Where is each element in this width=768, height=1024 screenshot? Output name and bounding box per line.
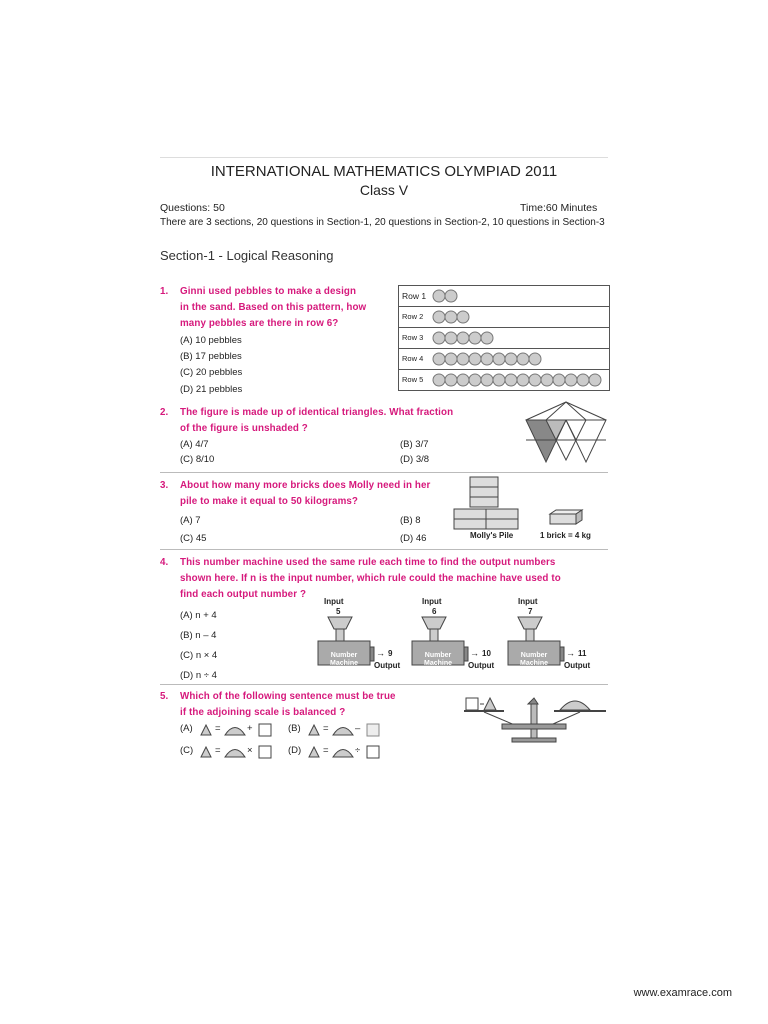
- row-label: Row 5: [402, 375, 424, 384]
- operator: ÷: [355, 745, 361, 756]
- option-label: (D): [288, 745, 302, 756]
- q4-option-d[interactable]: (D) n ÷ 4: [180, 670, 217, 681]
- q2-option-d[interactable]: (D) 3/8: [400, 454, 430, 465]
- q1-number: 1.: [160, 286, 169, 297]
- q3-line-2: pile to make it equal to 50 kilograms?: [180, 496, 359, 507]
- machine-label: Number Machine: [329, 652, 358, 667]
- q5-option-a[interactable]: [180, 721, 280, 739]
- q1-option-d[interactable]: (D) 21 pebbles: [180, 384, 243, 395]
- q1-option-c[interactable]: (C) 20 pebbles: [180, 367, 243, 378]
- divider: [160, 684, 608, 685]
- q1-line-1: Ginni used pebbles to make a design: [180, 286, 357, 297]
- brick-weight-label: 1 brick = 4 kg: [540, 531, 591, 540]
- pebbles-icon: [431, 350, 561, 368]
- q4-option-c[interactable]: (C) n × 4: [180, 650, 218, 661]
- q4-option-a[interactable]: (A) n + 4: [180, 610, 217, 621]
- output-label: Output: [468, 661, 495, 670]
- q4-number: 4.: [160, 557, 169, 568]
- input-label: Input: [324, 597, 344, 606]
- time-limit: Time:60 Minutes: [520, 202, 598, 214]
- output-arrow: →: [566, 648, 575, 658]
- triangles-figure: [522, 400, 608, 466]
- pebbles-icon: [431, 308, 491, 326]
- q1-option-b[interactable]: (B) 17 pebbles: [180, 351, 242, 362]
- sections-note: There are 3 sections, 20 questions in Section-1, 20 questions in Section-2, 10 questions in Section-3: [160, 217, 605, 228]
- dome-icon: [224, 746, 246, 758]
- paper-title: INTERNATIONAL MATHEMATICS OLYMPIAD 2011: [210, 163, 558, 180]
- row-label: Row 4: [402, 354, 424, 363]
- triangle-icon: [200, 746, 212, 758]
- balance-scale-icon: [462, 690, 608, 746]
- pebbles-icon: [431, 329, 511, 347]
- output-label: Output: [374, 661, 401, 670]
- q4-option-b[interactable]: (B) n – 4: [180, 630, 217, 641]
- input-value: 6: [432, 607, 437, 616]
- questions-count: Questions: 50: [160, 202, 225, 214]
- q3-line-1: About how many more bricks does Molly need in her: [180, 480, 431, 491]
- q2-line-2: of the figure is unshaded ?: [180, 423, 308, 434]
- equals-sign: =: [323, 745, 329, 756]
- header-rule: [160, 157, 608, 158]
- dome-icon: [332, 746, 354, 758]
- operator: –: [355, 723, 361, 734]
- pile-label: Molly's Pile: [470, 531, 514, 540]
- q5-option-b[interactable]: [288, 721, 388, 739]
- equals-sign: =: [215, 745, 221, 756]
- equals-sign: =: [323, 723, 329, 734]
- dome-icon: [224, 724, 246, 736]
- pebble-row-5: [399, 369, 609, 390]
- input-label: Input: [422, 597, 442, 606]
- pebble-rows-figure: [398, 285, 610, 391]
- q2-line-1: The figure is made up of identical triangles. What fraction: [180, 407, 454, 418]
- output-value: 9: [388, 649, 393, 658]
- number-machine-1: [316, 597, 416, 677]
- output-label: Output: [564, 661, 591, 670]
- output-arrow: →: [376, 648, 385, 658]
- row-label: Row 3: [402, 333, 424, 342]
- q5-option-d[interactable]: [288, 743, 388, 761]
- triangle-icon: [308, 724, 320, 736]
- brick-icon: [548, 508, 584, 526]
- q2-option-c[interactable]: (C) 8/10: [180, 454, 215, 465]
- brick-pile-icon: [452, 475, 532, 531]
- q4-line-3: find each output number ?: [180, 589, 307, 600]
- q1-line-3: many pebbles are there in row 6?: [180, 318, 339, 329]
- output-value: 11: [578, 649, 587, 658]
- output-value: 10: [482, 649, 491, 658]
- pebble-row-3: [399, 327, 609, 348]
- input-value: 5: [336, 607, 341, 616]
- dome-icon: [332, 724, 354, 736]
- q2-option-a[interactable]: (A) 4/7: [180, 439, 209, 450]
- class-label: Class V: [359, 182, 409, 198]
- pebbles-icon: [431, 287, 471, 305]
- divider: [160, 549, 608, 550]
- q5-line-1: Which of the following sentence must be true: [180, 691, 396, 702]
- triangle-icon: [200, 724, 212, 736]
- divider: [160, 472, 608, 473]
- section-title: Section-1 - Logical Reasoning: [160, 248, 334, 263]
- q5-line-2: if the adjoining scale is balanced ?: [180, 707, 346, 718]
- q2-option-b[interactable]: (B) 3/7: [400, 439, 429, 450]
- input-label: Input: [518, 597, 538, 606]
- q3-option-a[interactable]: (A) 7: [180, 515, 201, 526]
- footer-url[interactable]: www.examrace.com: [633, 987, 732, 999]
- q5-number: 5.: [160, 691, 169, 702]
- number-machine-2: [410, 597, 510, 677]
- q3-number: 3.: [160, 480, 169, 491]
- q2-number: 2.: [160, 407, 169, 418]
- operator: +: [247, 723, 253, 734]
- q4-line-1: This number machine used the same rule each time to find the output numbers: [180, 557, 556, 568]
- q3-option-c[interactable]: (C) 45: [180, 533, 207, 544]
- square-icon: [366, 745, 380, 759]
- pebble-row-2: [399, 306, 609, 327]
- square-icon: [258, 745, 272, 759]
- square-icon: [258, 723, 272, 737]
- pebble-row-1: [399, 285, 609, 305]
- number-machine-3: [506, 597, 606, 677]
- option-label: (A): [180, 723, 193, 734]
- output-arrow: →: [470, 648, 479, 658]
- q1-option-a[interactable]: (A) 10 pebbles: [180, 335, 242, 346]
- option-label: (C): [180, 745, 194, 756]
- pebble-row-4: [399, 348, 609, 369]
- machine-label: Number Machine: [423, 652, 452, 667]
- q4-line-2: shown here. If n is the input number, which rule could the machine have used to: [180, 573, 561, 584]
- pebbles-icon: [431, 371, 607, 389]
- triangle-icon: [308, 746, 320, 758]
- row-label: Row 1: [402, 291, 427, 301]
- machine-label: Number Machine: [519, 652, 548, 667]
- q3-option-d[interactable]: (D) 46: [400, 533, 427, 544]
- operator: ×: [247, 745, 253, 756]
- row-label: Row 2: [402, 312, 424, 321]
- q3-option-b[interactable]: (B) 8: [400, 515, 421, 526]
- square-icon: [366, 723, 380, 737]
- q5-option-c[interactable]: [180, 743, 280, 761]
- option-label: (B): [288, 723, 301, 734]
- equals-sign: =: [215, 723, 221, 734]
- input-value: 7: [528, 607, 533, 616]
- q1-line-2: in the sand. Based on this pattern, how: [180, 302, 367, 313]
